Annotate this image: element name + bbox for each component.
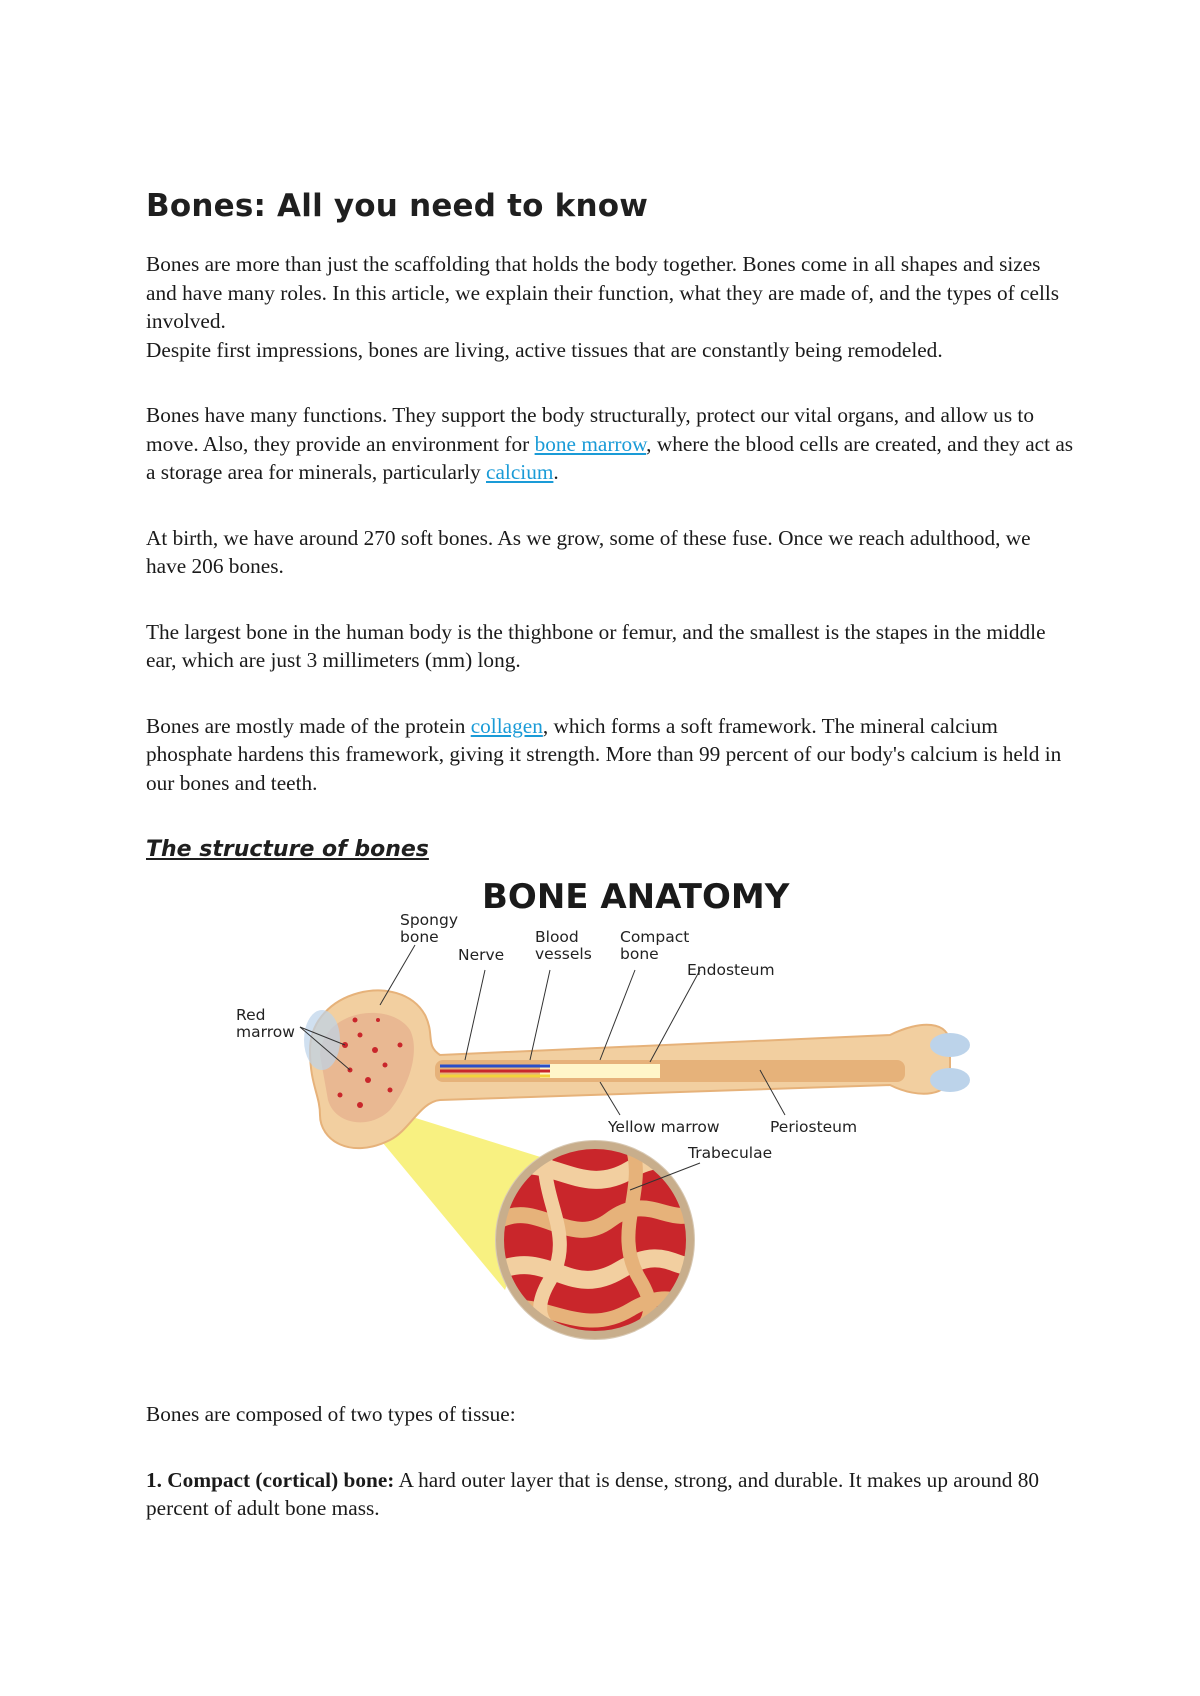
label-endosteum: Endosteum [687, 961, 775, 979]
figure-title: BONE ANATOMY [482, 877, 790, 917]
composition-text-2: , which forms a soft framework. The mineral calcium phosphate hardens this framework, giving it strength. More than 99 percent of our body's calcium is held in our bones and teeth. [146, 713, 1062, 795]
label-trabeculae: Trabeculae [688, 1144, 773, 1162]
intro-line-2: Despite first impressions, bones are living, active tissues that are constantly being remodeled. [146, 337, 943, 362]
label-compact-bone-2: bone [620, 945, 659, 963]
label-periosteum: Periosteum [770, 1118, 858, 1136]
section-heading: The structure of bones [146, 837, 429, 862]
largest-bone-paragraph: The largest bone in the human body is the thighbone or femur, and the smallest is the stapes in the middle ear, which are just 3 millimeters (mm) long. [146, 619, 1046, 672]
label-red-marrow: Red [236, 1006, 266, 1024]
label-spongy-bone-2: bone [400, 928, 439, 946]
compact-bone-text: A hard outer layer that is dense, strong, and durable. It makes up around 80 percent of adult bone mass. [146, 1467, 1040, 1520]
intro-paragraph [146, 250, 1076, 364]
bone-marrow-link[interactable]: bone marrow [534, 431, 647, 456]
label-nerve: Nerve [458, 946, 505, 964]
label-spongy-bone: Spongy [400, 911, 458, 929]
calcium-link[interactable]: calcium [486, 460, 554, 484]
functions-text-1: Bones have many functions. They support the body structurally, protect our vital organs, and allow us to move. Also, they provide an environment for [146, 403, 1034, 456]
birth-paragraph: At birth, we have around 270 soft bones. As we grow, some of these fuse. Once we reach adulthood, we have 206 bones. [146, 525, 1031, 578]
label-yellow-marrow: Yellow marrow [608, 1118, 720, 1136]
label-blood-vessels: Blood [535, 928, 579, 946]
label-red-marrow-2: marrow [236, 1023, 295, 1041]
bone-anatomy-illustration [236, 870, 965, 1390]
tissue-section [146, 1400, 1076, 1523]
tissue-intro: Bones are composed of two types of tissue: [146, 1402, 516, 1426]
functions-paragraph [146, 401, 1076, 487]
article-body [146, 188, 1076, 862]
composition-text-1: Bones are mostly made of the protein [146, 713, 471, 738]
label-compact-bone: Compact [620, 928, 690, 946]
composition-paragraph [146, 712, 1076, 798]
compact-bone-paragraph [146, 1466, 1076, 1523]
bone-anatomy-figure [236, 870, 965, 1390]
functions-text-2: , where the blood cells are created, and they act as a storage area for minerals, particularly [146, 431, 1074, 484]
label-blood-vessels-2: vessels [535, 945, 592, 963]
intro-line-1: Bones are more than just the scaffolding that holds the body together. Bones come in all shapes and sizes and have many roles. In this article, we explain their function, what they are made of, and the types of cells involved. [146, 252, 1060, 333]
functions-text-3: . [553, 460, 559, 484]
page-title: Bones: All you need to know [146, 188, 649, 224]
collagen-link[interactable]: collagen [470, 713, 543, 738]
compact-bone-label: 1. Compact (cortical) bone: [146, 1467, 395, 1492]
